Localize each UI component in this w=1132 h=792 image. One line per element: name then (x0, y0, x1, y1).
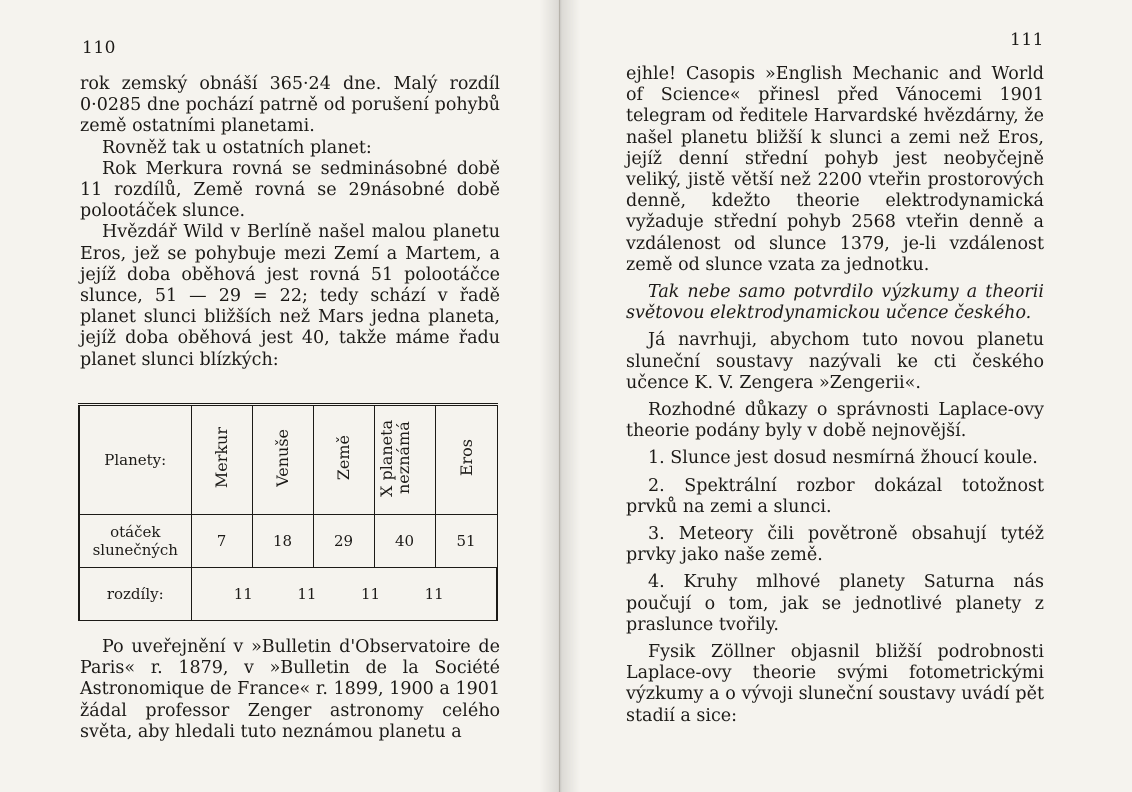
table-row-planets (79, 405, 497, 515)
paragraph-eros-discovery: Hvězdář Wild v Berlíně našel malou planetu Eros, jež se pohybuje mezi Zemí a Martem, a jejíž doba oběhová jest rovná 51 polootáčce slunce, 51 — 29 = 22; tedy schází v řadě planet slunci bližších než Mars jedna planeta, jejíž doba oběhová jest 40, takže máme řadu planet slunci blízkých: (80, 222, 500, 370)
table-cell-planet: Eros (435, 405, 497, 515)
paragraph-zenger-appeal: Po uveřejnění v »Bulletin d'Observatoire de Paris« r. 1879, v »Bulletin de la Société Astronomique de France« r. 1899, 1900 a 1901 žádal professor Zenger astronomy celého světa, aby hledali tuto neznámou planetu a (80, 637, 500, 742)
table-row-differences (79, 568, 497, 621)
paragraph-confirmation: Tak nebe samo potvrdilo výzkumy a theorii světovou elektrodynamickou učence českého. (626, 282, 1044, 324)
table-cell-turns: 40 (374, 515, 435, 568)
left-page (0, 0, 560, 792)
left-bottom-text (80, 637, 500, 743)
table-label-planets: Planety: (79, 405, 191, 515)
paragraph-laplace-proofs: Rozhodné důkazy o správnosti Laplace-ovy theorie podány byly v době nejnovější. (626, 400, 1044, 442)
table-cell-planet: X planeta neznámá (374, 405, 435, 515)
table-cell-turns: 18 (252, 515, 313, 568)
table-cell-planet: Merkur (191, 405, 252, 515)
paragraph-harvard-telegram: ejhle! Casopis »English Mechanic and World of Science« přinesl před Vánocemi 1901 telegram od ředitele Harvardské hvězdárny, že našel planetu bližší k slunci a zemi než Eros, jejíž denní střední pohyb jest neobyčejně veliký, jistě větší než 2200 vteřin prostorových denně, kdežto theorie elektrodynamická vyžaduje střední pohyb 2568 vteřin denně a vzdálenost od slunce 1379, je-li vzdálenost země od slunce vzata za jednotku. (626, 64, 1044, 275)
table-cell-turns: 29 (313, 515, 374, 568)
table-cell-difference: 11 (424, 585, 444, 603)
table-cell-difference: 11 (361, 585, 381, 603)
table-cell-planet: Venuše (252, 405, 313, 515)
paragraph-year-difference: rok zemský obnáší 365·24 dne. Malý rozdíl 0·0285 dne pochází patrně od porušení pohybů země ostatními planetami. (80, 74, 500, 137)
table-differences (191, 568, 497, 621)
table-cell-difference: 11 (297, 585, 317, 603)
list-item: 2. Spektrální rozbor dokázal totožnost prvků na zemi a slunci. (626, 475, 1044, 517)
paragraph-mercury-earth: Rok Merkura rovná se sedminásobné době 11 rozdílů, Země rovná se 29násobné době polootáček slunce. (80, 158, 500, 222)
list-item: 1. Slunce jest dosud nesmírná žhoucí koule. (648, 448, 1038, 469)
paragraph-zollner: Fysik Zöllner objasnil bližší podrobnosti Laplace-ovy theorie svými fotometrickými výzkumy a o vývoji sluneční soustavy uvádí pět stadií a sice: (626, 642, 1044, 726)
list-item: 4. Kruhy mlhové planety Saturna nás poučují o tom, jak se jednotlivé planety z praslunce tvořily. (626, 572, 1044, 635)
table-label-turns: otáček slunečných (79, 515, 191, 568)
right-body-text (626, 64, 1044, 727)
table-row-turns (79, 515, 497, 568)
table-cell-turns: 51 (435, 515, 497, 568)
planet-table (78, 403, 498, 621)
page-number-right: 111 (1010, 30, 1044, 50)
table-cell-planet: Země (313, 405, 374, 515)
table-label-differences: rozdíly: (79, 568, 191, 621)
page-number-left: 110 (82, 38, 116, 58)
list-item: 3. Meteory čili povětroně obsahují tytéž prvky jako naše země. (626, 524, 1044, 566)
paragraph-naming-proposal: Já navrhuji, abychom tuto novou planetu sluneční soustavy nazývali ke cti českého učence K. V. Zengera »Zengerii«. (626, 330, 1044, 393)
table-cell-turns: 7 (191, 515, 252, 568)
left-top-text (80, 74, 500, 371)
paragraph-other-planets: Rovněž tak u ostatních planet: (102, 137, 372, 158)
table-cell-difference: 11 (233, 585, 253, 603)
